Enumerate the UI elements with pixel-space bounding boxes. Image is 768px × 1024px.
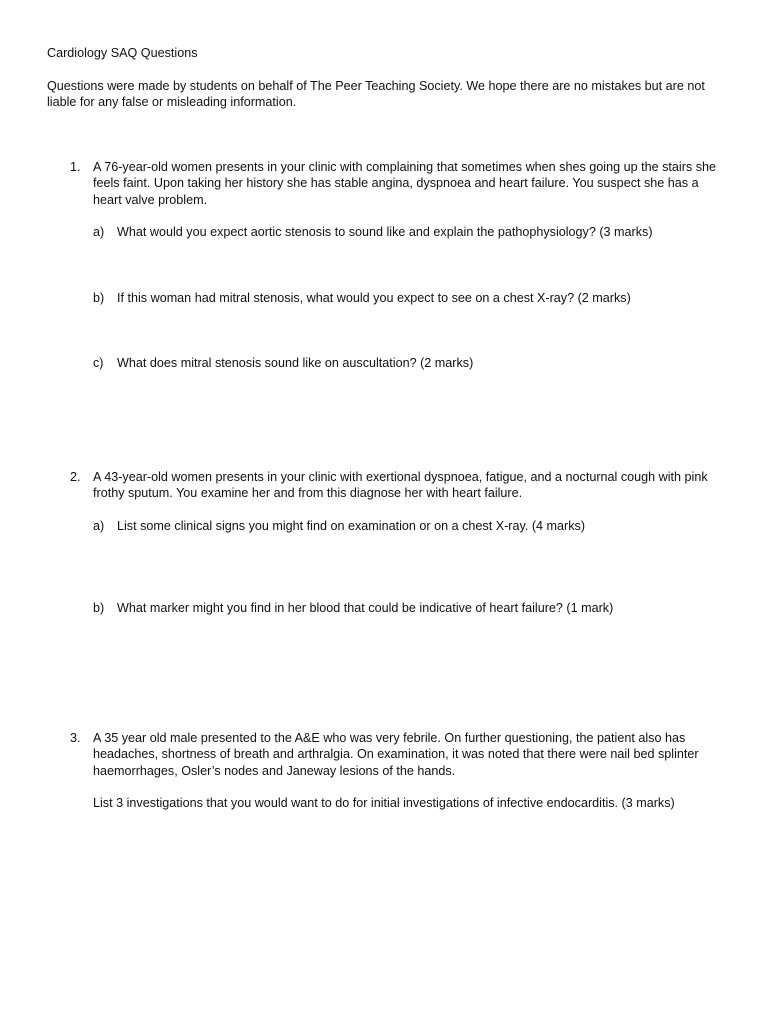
question-stem: A 76-year-old women presents in your clinic with complaining that sometimes when shes going up the stairs she feels faint. Upon taking her history she has stable angina, dyspnoea and heart failure. You suspect she has a heart valve problem. — [93, 160, 717, 207]
part-text: If this woman had mitral stenosis, what would you expect to see on a chest X-ray? (2 marks) — [117, 291, 631, 305]
question-number: 3. — [70, 731, 81, 745]
part-text: What would you expect aortic stenosis to sound like and explain the pathophysiology? (3 marks) — [117, 225, 653, 239]
document-title: Cardiology SAQ Questions — [47, 46, 198, 60]
part-letter: a) — [93, 519, 105, 533]
part-letter: b) — [93, 601, 105, 615]
part-text: What marker might you find in her blood that could be indicative of heart failure? (1 mark) — [117, 601, 614, 615]
part-letter: b) — [93, 291, 105, 305]
part-text: List some clinical signs you might find on examination or on a chest X-ray. (4 marks) — [117, 519, 586, 533]
part-letter: c) — [93, 356, 104, 370]
question-number: 2. — [70, 470, 81, 484]
followup-text: List 3 investigations that you would want to do for initial investigations of infective endocarditis. (3 marks) — [93, 796, 675, 810]
part-text: What does mitral stenosis sound like on auscultation? (2 marks) — [117, 356, 474, 370]
question-stem: A 43-year-old women presents in your clinic with exertional dyspnoea, fatigue, and a nocturnal cough with pink frothy sputum. You examine her and from this diagnose her with heart failure. — [93, 470, 708, 501]
disclaimer-paragraph: Questions were made by students on behalf of The Peer Teaching Society. We hope there are no mistakes but are not liable for any false or misleading information. — [47, 79, 705, 110]
question-number: 1. — [70, 160, 81, 174]
part-letter: a) — [93, 225, 105, 239]
question-stem: A 35 year old male presented to the A&E who was very febrile. On further questioning, the patient also has headaches, shortness of breath and arthralgia. On examination, it was noted that there were nail bed splinter haemorrhages, Osler’s nodes and Janeway lesions of the hands. — [93, 731, 699, 778]
